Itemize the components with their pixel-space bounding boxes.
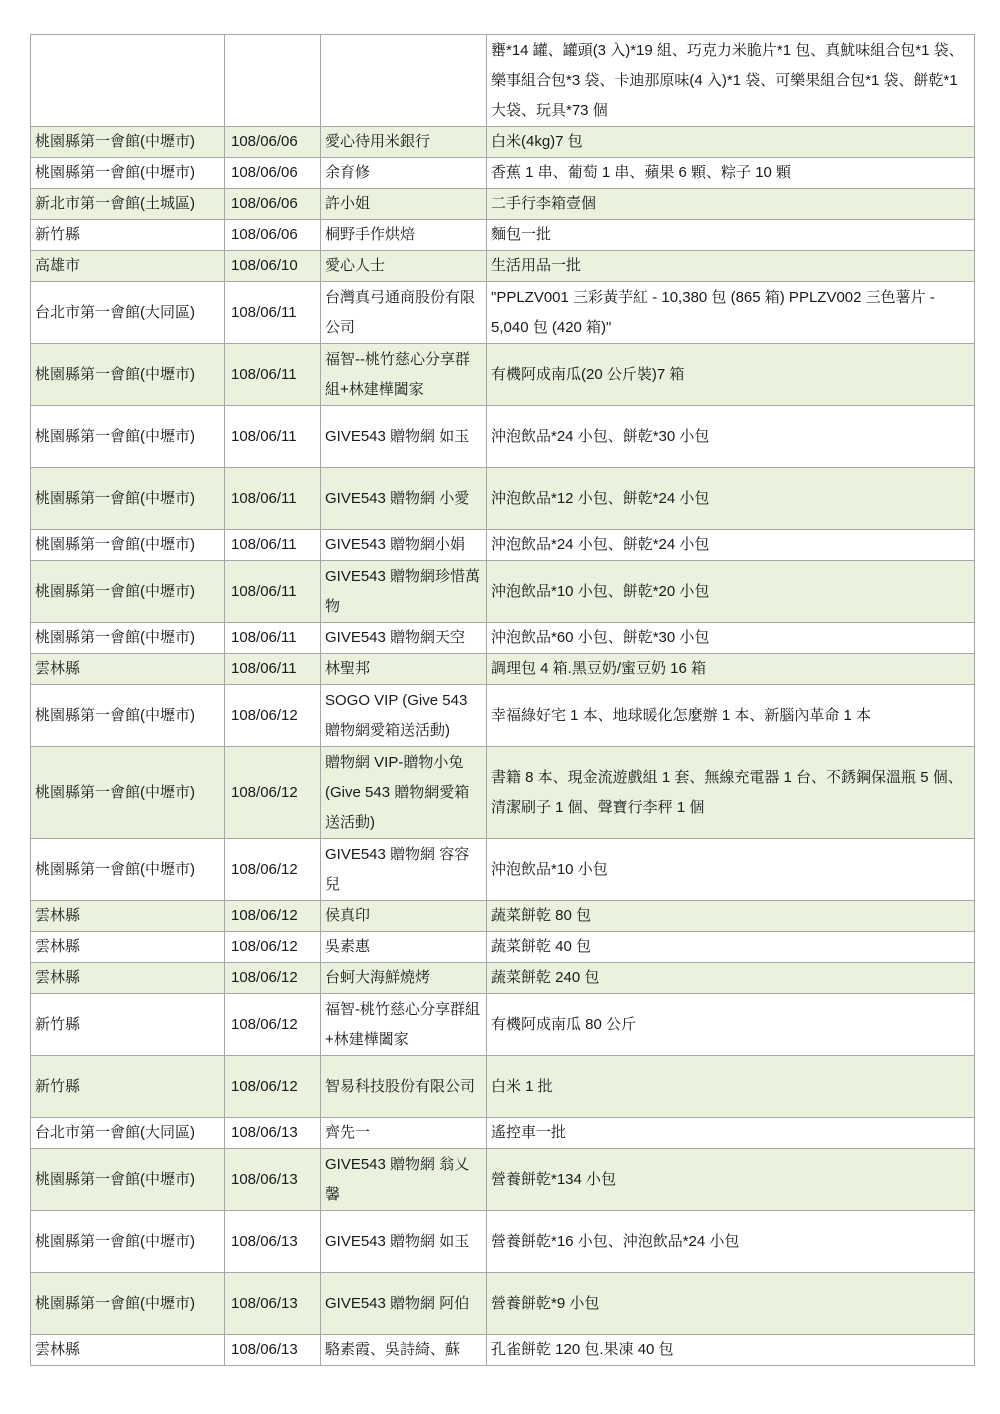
items-cell: 沖泡飲品*10 小包 [487, 839, 975, 901]
date-cell: 108/06/06 [225, 127, 321, 158]
items-cell: 麵包一批 [487, 220, 975, 251]
date-cell: 108/06/12 [225, 1056, 321, 1118]
table-row [31, 839, 975, 901]
donor-cell: 駱素霞、吳詩綺、蘇 [321, 1335, 487, 1366]
donor-cell: 桐野手作烘焙 [321, 220, 487, 251]
date-cell: 108/06/13 [225, 1273, 321, 1335]
region-cell: 雲林縣 [31, 932, 225, 963]
region-cell: 桃園縣第一會館(中壢市) [31, 1273, 225, 1335]
date-cell: 108/06/11 [225, 468, 321, 530]
date-cell: 108/06/12 [225, 747, 321, 839]
date-cell: 108/06/10 [225, 251, 321, 282]
donor-cell: 侯真印 [321, 901, 487, 932]
table-row [31, 251, 975, 282]
donor-cell: 林聖邦 [321, 654, 487, 685]
donor-cell: GIVE543 贈物網 如玉 [321, 406, 487, 468]
region-cell: 桃園縣第一會館(中壢市) [31, 468, 225, 530]
region-cell: 桃園縣第一會館(中壢市) [31, 530, 225, 561]
date-cell: 108/06/12 [225, 685, 321, 747]
table-row [31, 1118, 975, 1149]
date-cell: 108/06/11 [225, 654, 321, 685]
items-cell: 沖泡飲品*24 小包、餅乾*24 小包 [487, 530, 975, 561]
items-cell: 罋*14 罐、罐頭(3 入)*19 組、巧克力米脆片*1 包、真魷味組合包*1 袋、樂事組合包*3 袋、卡迪那原味(4 入)*1 袋、可樂果組合包*1 袋、餅乾*1 大袋、玩具*73 個 [487, 35, 975, 127]
donation-table [30, 34, 975, 1366]
items-cell: 沖泡飲品*60 小包、餅乾*30 小包 [487, 623, 975, 654]
items-cell: 營養餅乾*16 小包、沖泡飲品*24 小包 [487, 1211, 975, 1273]
donor-cell: GIVE543 贈物網 阿伯 [321, 1273, 487, 1335]
date-cell: 108/06/11 [225, 344, 321, 406]
region-cell: 桃園縣第一會館(中壢市) [31, 127, 225, 158]
donor-cell: 愛心待用米銀行 [321, 127, 487, 158]
region-cell: 桃園縣第一會館(中壢市) [31, 561, 225, 623]
items-cell: 調理包 4 箱.黑豆奶/蜜豆奶 16 箱 [487, 654, 975, 685]
region-cell: 桃園縣第一會館(中壢市) [31, 1211, 225, 1273]
donor-cell: 智易科技股份有限公司 [321, 1056, 487, 1118]
region-cell: 桃園縣第一會館(中壢市) [31, 1149, 225, 1211]
items-cell: 書籍 8 本、現金流遊戲組 1 套、無線充電器 1 台、不銹鋼保溫瓶 5 個、清潔刷子 1 個、聲寶行李秤 1 個 [487, 747, 975, 839]
items-cell: 遙控車一批 [487, 1118, 975, 1149]
region-cell: 台北市第一會館(大同區) [31, 282, 225, 344]
donor-cell: GIVE543 贈物網珍惜萬物 [321, 561, 487, 623]
donor-cell: GIVE543 贈物網 如玉 [321, 1211, 487, 1273]
donor-cell: 吳素惠 [321, 932, 487, 963]
date-cell: 108/06/06 [225, 189, 321, 220]
region-cell: 雲林縣 [31, 901, 225, 932]
table-row [31, 561, 975, 623]
table-row [31, 530, 975, 561]
region-cell [31, 35, 225, 127]
donor-cell [321, 35, 487, 127]
region-cell: 雲林縣 [31, 1335, 225, 1366]
date-cell: 108/06/11 [225, 406, 321, 468]
region-cell: 桃園縣第一會館(中壢市) [31, 158, 225, 189]
donor-cell: 贈物網 VIP-贈物小兔 (Give 543 贈物網愛箱送活動) [321, 747, 487, 839]
items-cell: 孔雀餅乾 120 包.果凍 40 包 [487, 1335, 975, 1366]
date-cell: 108/06/13 [225, 1211, 321, 1273]
items-cell: 有機阿成南瓜(20 公斤裝)7 箱 [487, 344, 975, 406]
items-cell: 蔬菜餅乾 80 包 [487, 901, 975, 932]
table-row [31, 932, 975, 963]
region-cell: 桃園縣第一會館(中壢市) [31, 747, 225, 839]
table-row [31, 747, 975, 839]
date-cell [225, 35, 321, 127]
region-cell: 新竹縣 [31, 994, 225, 1056]
date-cell: 108/06/11 [225, 282, 321, 344]
table-row [31, 994, 975, 1056]
items-cell: 蔬菜餅乾 240 包 [487, 963, 975, 994]
donor-cell: GIVE543 贈物網小娟 [321, 530, 487, 561]
donor-cell: GIVE543 贈物網 容容兒 [321, 839, 487, 901]
date-cell: 108/06/12 [225, 932, 321, 963]
donor-cell: 福智--桃竹慈心分享群組+林建樺闔家 [321, 344, 487, 406]
donor-cell: 愛心人士 [321, 251, 487, 282]
date-cell: 108/06/12 [225, 994, 321, 1056]
table-row [31, 1273, 975, 1335]
table-row [31, 685, 975, 747]
table-row [31, 654, 975, 685]
donor-cell: GIVE543 贈物網天空 [321, 623, 487, 654]
date-cell: 108/06/12 [225, 901, 321, 932]
region-cell: 雲林縣 [31, 963, 225, 994]
items-cell: 二手行李箱壹個 [487, 189, 975, 220]
date-cell: 108/06/06 [225, 158, 321, 189]
table-row [31, 282, 975, 344]
date-cell: 108/06/13 [225, 1118, 321, 1149]
date-cell: 108/06/11 [225, 530, 321, 561]
date-cell: 108/06/11 [225, 623, 321, 654]
region-cell: 高雄市 [31, 251, 225, 282]
region-cell: 台北市第一會館(大同區) [31, 1118, 225, 1149]
donor-cell: GIVE543 贈物網 小愛 [321, 468, 487, 530]
table-row [31, 406, 975, 468]
region-cell: 桃園縣第一會館(中壢市) [31, 623, 225, 654]
items-cell: 沖泡飲品*24 小包、餅乾*30 小包 [487, 406, 975, 468]
donor-cell: 台蚵大海鮮燒烤 [321, 963, 487, 994]
table-row [31, 1149, 975, 1211]
date-cell: 108/06/12 [225, 839, 321, 901]
donor-cell: SOGO VIP (Give 543 贈物網愛箱送活動) [321, 685, 487, 747]
items-cell: 營養餅乾*134 小包 [487, 1149, 975, 1211]
items-cell: 白米 1 批 [487, 1056, 975, 1118]
table-row [31, 220, 975, 251]
table-row [31, 344, 975, 406]
items-cell: 幸福綠好宅 1 本、地球暖化怎麼辦 1 本、新腦內革命 1 本 [487, 685, 975, 747]
items-cell: 生活用品一批 [487, 251, 975, 282]
items-cell: 沖泡飲品*12 小包、餅乾*24 小包 [487, 468, 975, 530]
region-cell: 桃園縣第一會館(中壢市) [31, 685, 225, 747]
table-row [31, 963, 975, 994]
region-cell: 桃園縣第一會館(中壢市) [31, 839, 225, 901]
table-row [31, 468, 975, 530]
donor-cell: 福智-桃竹慈心分享群組+林建樺闔家 [321, 994, 487, 1056]
donor-cell: 許小姐 [321, 189, 487, 220]
items-cell: 有機阿成南瓜 80 公斤 [487, 994, 975, 1056]
items-cell: 香蕉 1 串、葡萄 1 串、蘋果 6 顆、粽子 10 顆 [487, 158, 975, 189]
table-row [31, 1335, 975, 1366]
region-cell: 桃園縣第一會館(中壢市) [31, 406, 225, 468]
date-cell: 108/06/13 [225, 1335, 321, 1366]
table-row [31, 189, 975, 220]
table-row [31, 158, 975, 189]
items-cell: "PPLZV001 三彩黃芋紅 - 10,380 包 (865 箱) PPLZV002 三色薯片 - 5,040 包 (420 箱)" [487, 282, 975, 344]
region-cell: 桃園縣第一會館(中壢市) [31, 344, 225, 406]
table-row [31, 1056, 975, 1118]
donor-cell: 台灣真弓通商股份有限公司 [321, 282, 487, 344]
table-row [31, 901, 975, 932]
table-row [31, 1211, 975, 1273]
items-cell: 白米(4kg)7 包 [487, 127, 975, 158]
items-cell: 沖泡飲品*10 小包、餅乾*20 小包 [487, 561, 975, 623]
table-row [31, 623, 975, 654]
donor-cell: 余育修 [321, 158, 487, 189]
region-cell: 新竹縣 [31, 220, 225, 251]
region-cell: 新北市第一會館(土城區) [31, 189, 225, 220]
date-cell: 108/06/11 [225, 561, 321, 623]
donor-cell: GIVE543 贈物網 翁乂馨 [321, 1149, 487, 1211]
region-cell: 雲林縣 [31, 654, 225, 685]
date-cell: 108/06/06 [225, 220, 321, 251]
table-row [31, 127, 975, 158]
table-row [31, 35, 975, 127]
items-cell: 蔬菜餅乾 40 包 [487, 932, 975, 963]
items-cell: 營養餅乾*9 小包 [487, 1273, 975, 1335]
donor-cell: 齊先一 [321, 1118, 487, 1149]
date-cell: 108/06/12 [225, 963, 321, 994]
region-cell: 新竹縣 [31, 1056, 225, 1118]
date-cell: 108/06/13 [225, 1149, 321, 1211]
